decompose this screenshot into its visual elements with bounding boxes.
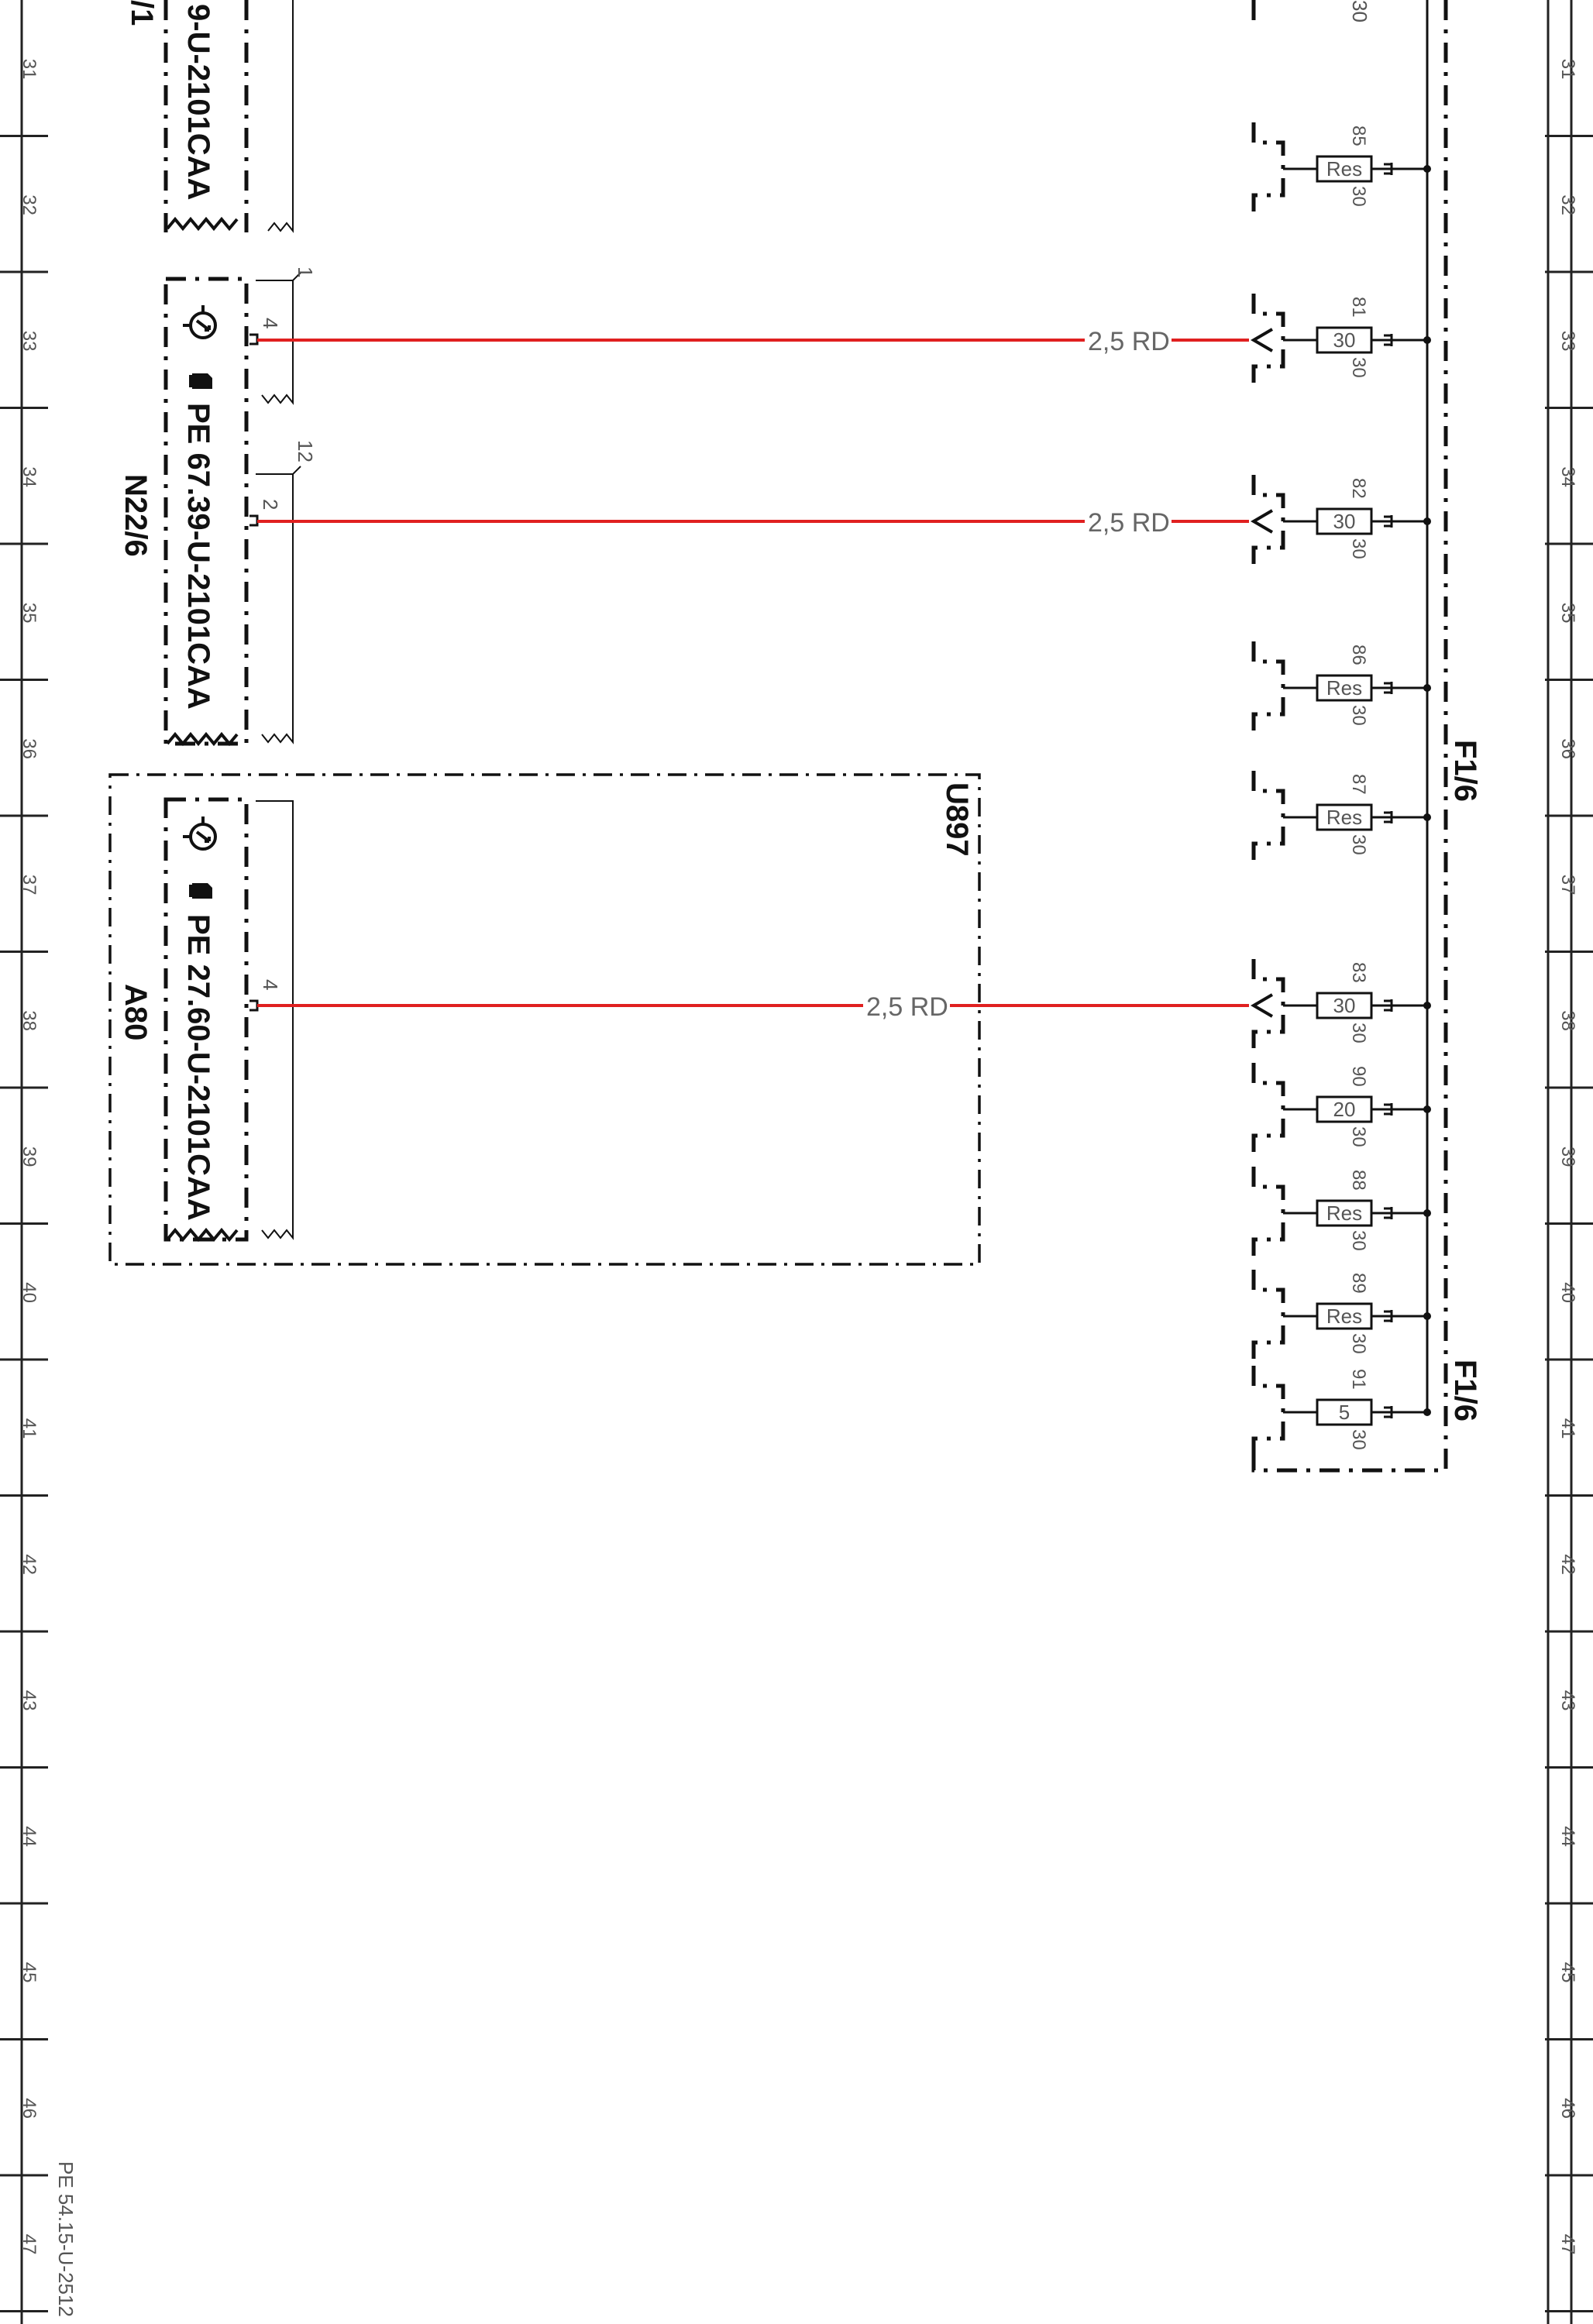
- bus-junction: [1423, 1002, 1431, 1009]
- row-number: 46: [19, 2098, 40, 2119]
- top-part-label: 9-U-2101CAA: [181, 4, 215, 201]
- row-number: 36: [1557, 738, 1578, 759]
- row-number: 31: [1557, 58, 1578, 80]
- row-number: 38: [19, 1010, 40, 1031]
- fuse-rating: 20: [1333, 1098, 1356, 1121]
- a80-part-label: PE 27.60-U-2101CAA: [181, 914, 215, 1221]
- row-number: 47: [1557, 2233, 1578, 2255]
- fuse-number: 88: [1348, 1170, 1369, 1191]
- row-number: 37: [19, 874, 40, 896]
- fuse-91: [1254, 1366, 1431, 1459]
- bus-junction: [1423, 1209, 1431, 1217]
- fuse-rating: 30: [1333, 328, 1356, 352]
- fusebox-label-1: F1/6: [1448, 740, 1482, 803]
- row-number: 38: [1557, 1010, 1578, 1031]
- fuse-87: [1254, 771, 1431, 864]
- fusebox-top-fragment: 30: [1348, 0, 1371, 22]
- row-grid-left: [0, 0, 48, 2324]
- wire-arrow: [1254, 329, 1272, 351]
- row-grid-right: [1545, 0, 1593, 2324]
- fuse-pin: 30: [1348, 1023, 1369, 1043]
- wire-2: [257, 508, 1249, 538]
- fuse-pin: 30: [1348, 1230, 1369, 1251]
- fuse-rating: Res: [1326, 806, 1363, 829]
- wire-1: [257, 327, 1249, 356]
- row-number: 33: [19, 330, 40, 352]
- fuse-bracket: [1254, 641, 1283, 734]
- bus-junction: [1423, 1312, 1431, 1320]
- row-number: 39: [1557, 1146, 1578, 1167]
- wire-arrow: [1254, 995, 1272, 1016]
- row-number: 43: [19, 1690, 40, 1711]
- fuse-pin: 30: [1348, 186, 1369, 207]
- fuse-number: 82: [1348, 478, 1369, 499]
- bus-junction: [1423, 517, 1431, 525]
- fuse-rating: Res: [1326, 676, 1363, 700]
- n22-pin-1-inner: 4: [259, 318, 282, 329]
- sensor-icon: [183, 816, 215, 849]
- fuse-number: 83: [1348, 962, 1369, 983]
- fuse-bracket: [1254, 1063, 1283, 1156]
- fuse-bracket: [1254, 294, 1283, 387]
- fuse-number: 91: [1348, 1369, 1369, 1390]
- fuse-list: [1254, 122, 1431, 1459]
- fuse-83: [1254, 959, 1431, 1052]
- fuse-rating: Res: [1326, 1202, 1363, 1225]
- fuse-bracket: [1254, 771, 1283, 864]
- bus-junction: [1423, 165, 1431, 173]
- component-top-partial: [125, 0, 293, 232]
- n22-pin-2-inner: 2: [259, 499, 282, 511]
- fuse-pin: 30: [1348, 1126, 1369, 1147]
- wire-arrow: [1254, 511, 1272, 532]
- row-number: 42: [19, 1554, 40, 1575]
- fuse-88: [1254, 1167, 1431, 1260]
- fusebox-f1-6: [1254, 0, 1482, 1470]
- row-number: 43: [1557, 1690, 1578, 1711]
- row-number: 44: [19, 1826, 40, 1847]
- wire-2-label: 2,5 RD: [1088, 508, 1170, 538]
- row-number: 33: [1557, 330, 1578, 352]
- hand-reference-icon: [189, 373, 212, 389]
- a80-pin: 4: [259, 979, 282, 991]
- row-number: 34: [1557, 466, 1578, 487]
- fuse-86: [1254, 641, 1431, 734]
- n22-pin-1-outer: 1: [294, 266, 317, 278]
- row-number: 41: [19, 1418, 40, 1439]
- fuse-rating: 30: [1333, 510, 1356, 533]
- n22-part-label: PE 67.39-U-2101CAA: [181, 403, 215, 710]
- footer-code: PE 54.15-U-2512: [54, 2161, 77, 2317]
- row-number: 44: [1557, 1826, 1578, 1847]
- fuse-81: [1254, 294, 1431, 387]
- fuse-pin: 30: [1348, 357, 1369, 378]
- row-number: 47: [19, 2233, 40, 2255]
- fuse-pin: 30: [1348, 1333, 1369, 1354]
- bus-junction: [1423, 684, 1431, 692]
- row-number: 42: [1557, 1554, 1578, 1575]
- fuse-85: [1254, 122, 1431, 215]
- row-number: 35: [1557, 602, 1578, 624]
- row-number: 41: [1557, 1418, 1578, 1439]
- component-a80: [119, 799, 293, 1239]
- fuse-pin: 30: [1348, 705, 1369, 726]
- row-number: 45: [1557, 1961, 1578, 1983]
- fuse-number: 85: [1348, 125, 1369, 146]
- fusebox-label-2: F1/6: [1448, 1360, 1482, 1422]
- fuse-82: [1254, 475, 1431, 568]
- fuse-pin: 30: [1348, 1429, 1369, 1450]
- fuse-90: [1254, 1063, 1431, 1156]
- fuse-number: 89: [1348, 1273, 1369, 1294]
- row-number: 32: [1557, 194, 1578, 215]
- hand-reference-icon: [189, 883, 212, 899]
- component-n22-6: [119, 266, 317, 744]
- row-number: 35: [19, 602, 40, 624]
- fuse-89: [1254, 1270, 1431, 1363]
- bus-junction: [1423, 1105, 1431, 1113]
- a80-label: A80: [119, 984, 153, 1041]
- n22-pin-2-outer: 12: [294, 440, 317, 462]
- fuse-pin: 30: [1348, 834, 1369, 855]
- bus-junction: [1423, 813, 1431, 821]
- row-number: 32: [19, 194, 40, 215]
- bus-junction: [1423, 336, 1431, 344]
- row-number: 37: [1557, 874, 1578, 896]
- n22-label: N22/6: [119, 474, 153, 557]
- fuse-bracket: [1254, 1167, 1283, 1260]
- row-number: 31: [19, 58, 40, 80]
- fuse-number: 87: [1348, 774, 1369, 795]
- row-number: 39: [19, 1146, 40, 1167]
- row-number: 40: [1557, 1282, 1578, 1303]
- fuse-bracket: [1254, 1270, 1283, 1363]
- fuse-number: 90: [1348, 1066, 1369, 1087]
- fuse-bracket: [1254, 122, 1283, 215]
- fuse-rating: Res: [1326, 1305, 1363, 1328]
- bus-junction: [1423, 1408, 1431, 1416]
- row-number: 45: [19, 1961, 40, 1983]
- fuse-bracket: [1254, 475, 1283, 568]
- row-number: 40: [19, 1282, 40, 1303]
- fuse-pin: 30: [1348, 538, 1369, 559]
- row-number: 36: [19, 738, 40, 759]
- row-number: 34: [19, 466, 40, 487]
- sensor-icon: [183, 305, 215, 338]
- fuse-rating: 5: [1338, 1401, 1350, 1424]
- wire-3: [257, 992, 1249, 1022]
- fuse-rating: Res: [1326, 157, 1363, 180]
- wire-3-label: 2,5 RD: [866, 992, 948, 1022]
- fuse-bracket: [1254, 1366, 1283, 1459]
- component-u897-box: [110, 775, 979, 1264]
- top-label-fragment: /1: [125, 0, 159, 26]
- wire-1-label: 2,5 RD: [1088, 327, 1170, 356]
- fuse-rating: 30: [1333, 994, 1356, 1017]
- fuse-number: 81: [1348, 297, 1369, 318]
- row-number: 46: [1557, 2098, 1578, 2119]
- u897-label: U897: [940, 782, 974, 857]
- fuse-number: 86: [1348, 645, 1369, 665]
- fuse-bracket: [1254, 959, 1283, 1052]
